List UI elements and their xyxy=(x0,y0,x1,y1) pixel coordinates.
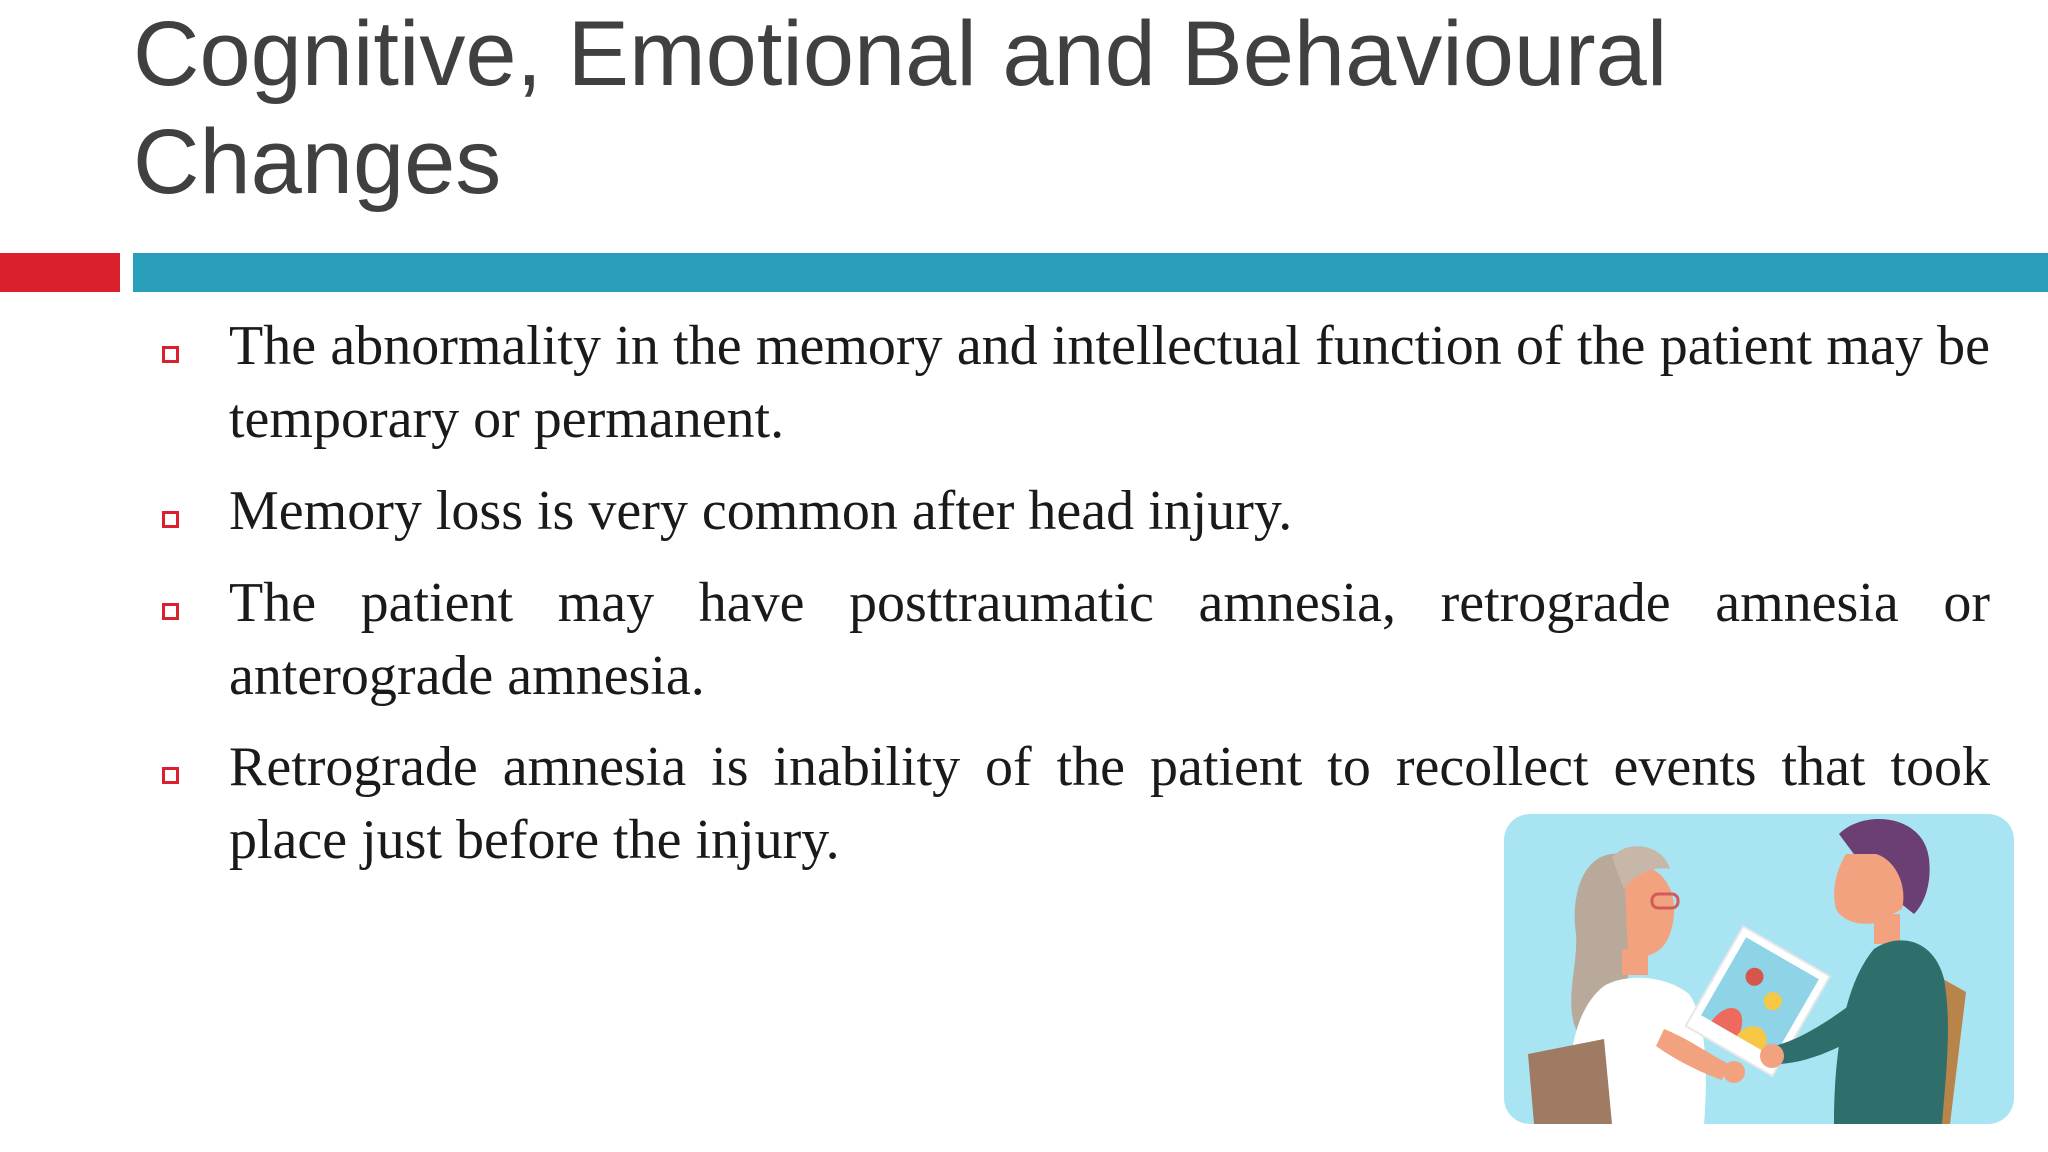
bullet-text: Memory loss is very common after head injury. xyxy=(229,480,1293,542)
slide-title-line-1: Cognitive, Emotional and Behavioural xyxy=(133,3,1668,105)
square-bullet-icon xyxy=(162,603,179,620)
square-bullet-icon xyxy=(162,767,179,784)
square-bullet-icon xyxy=(162,511,179,528)
patient-looking-at-photo-illustration xyxy=(1504,814,2014,1124)
slide-title xyxy=(133,0,1833,216)
title-accent-bar-blue xyxy=(133,253,2048,292)
slide-title-line-2: Changes xyxy=(133,111,502,213)
bullet-text: The abnormality in the memory and intellectual function of the patient may be temporary or permanent. xyxy=(229,315,1990,450)
bullet-text: Retrograde amnesia is inability of the patient to recollect events that took place just before the injury. xyxy=(229,736,1990,871)
title-accent-bar-red xyxy=(0,253,120,292)
bullet-text: The patient may have posttraumatic amnesia, retrograde amnesia or anterograde amnesia. xyxy=(229,572,1990,707)
square-bullet-icon xyxy=(162,346,179,363)
